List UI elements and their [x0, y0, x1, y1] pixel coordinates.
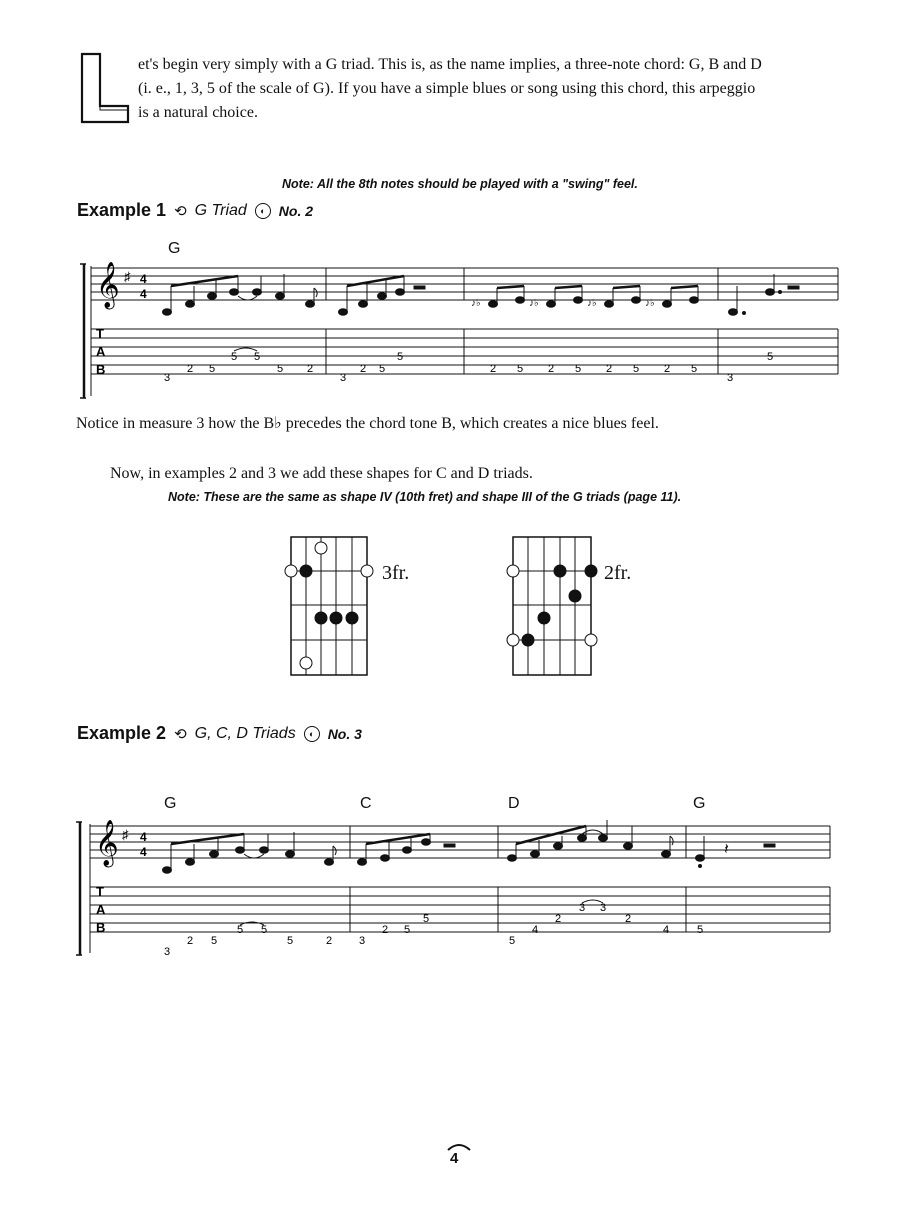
- svg-text:2: 2: [359, 363, 367, 375]
- example-2-subtitle: G, C, D Triads: [194, 724, 296, 742]
- tab-label-B: B: [96, 920, 106, 935]
- paragraph-triads: Now, in examples 2 and 3 we add these shapes for C and D triads.: [110, 465, 533, 482]
- svg-text:5: 5: [236, 924, 244, 936]
- svg-text:5: 5: [210, 935, 218, 947]
- example-1-title: Example 1: [77, 200, 167, 220]
- svg-text:5: 5: [516, 363, 524, 375]
- tab-label-T: T: [96, 326, 104, 341]
- svg-text:3: 3: [358, 935, 366, 947]
- svg-text:♪♭: ♪♭: [529, 298, 539, 309]
- swing-note: Note: All the 8th notes should be played with a "swing" feel.: [282, 177, 638, 191]
- example-2-tab-staff: [90, 887, 830, 932]
- svg-text:♪♭: ♪♭: [645, 298, 655, 309]
- svg-text:4: 4: [531, 924, 539, 936]
- svg-text:5: 5: [766, 351, 774, 363]
- example-2-chord-G-end: G: [693, 795, 706, 812]
- example-2-tab-numbers: [164, 902, 703, 958]
- example-2-staff: [90, 826, 830, 858]
- svg-text:5: 5: [422, 913, 430, 925]
- shapes-note: Note: These are the same as shape IV (10th fret) and shape III of the G triads (page 11).: [168, 490, 682, 504]
- cd-track-icon: ◐: [304, 726, 320, 742]
- example-2-notes: [163, 820, 776, 873]
- svg-text:♪♭: ♪♭: [471, 298, 481, 309]
- intro-line-3: is a natural choice.: [138, 104, 258, 121]
- sharp-icon: ♯: [124, 269, 131, 284]
- svg-text:2: 2: [547, 363, 555, 375]
- tab-label-A: A: [96, 902, 106, 917]
- svg-text:2: 2: [381, 924, 389, 936]
- svg-text:5: 5: [508, 935, 516, 947]
- intro-line-1: et's begin very simply with a G triad. This is, as the name implies, a three-note chord: G, B and D: [138, 56, 762, 73]
- example-2-track: No. 3: [327, 725, 362, 742]
- svg-text:2: 2: [624, 913, 632, 925]
- svg-text:3: 3: [726, 372, 734, 384]
- svg-text:5: 5: [696, 924, 704, 936]
- paragraph-bflat: Notice in measure 3 how the B♭ precedes the chord tone B, which creates a nice blues feel.: [76, 415, 659, 432]
- svg-text:5: 5: [632, 363, 640, 375]
- svg-text:2: 2: [186, 363, 194, 375]
- svg-text:3: 3: [163, 946, 171, 958]
- svg-text:3: 3: [163, 372, 171, 384]
- svg-text:2: 2: [489, 363, 497, 375]
- page-number: 4: [450, 1150, 459, 1167]
- system-bracket-2: [76, 822, 90, 955]
- fret-label-2: 2fr.: [604, 562, 632, 584]
- treble-clef-icon: 𝄞: [95, 821, 119, 865]
- svg-text:2: 2: [663, 363, 671, 375]
- svg-text:𝄽: 𝄽: [724, 841, 729, 858]
- repeat-icon: ⟲: [174, 202, 187, 220]
- svg-text:♪♭: ♪♭: [587, 298, 597, 309]
- svg-text:3: 3: [599, 902, 607, 914]
- svg-text:5: 5: [286, 935, 294, 947]
- example-1-subtitle: G Triad: [194, 201, 247, 219]
- sharp-icon: ♯: [122, 827, 129, 842]
- svg-text:5: 5: [396, 351, 404, 363]
- example-1-track: No. 2: [278, 202, 314, 219]
- svg-text:5: 5: [378, 363, 386, 375]
- svg-text:5: 5: [208, 363, 216, 375]
- svg-text:4: 4: [662, 924, 670, 936]
- svg-text:4: 4: [140, 287, 147, 301]
- tab-label-T: T: [96, 884, 104, 899]
- svg-text:3: 3: [339, 372, 347, 384]
- intro-line-2: (i. e., 1, 3, 5 of the scale of G). If you have a simple blues or song using this chord, this arpeggio: [138, 80, 756, 97]
- svg-text:5: 5: [690, 363, 698, 375]
- example-2-chord-G: G: [164, 795, 177, 812]
- svg-text:2: 2: [605, 363, 613, 375]
- time-signature: 4: [140, 272, 147, 286]
- example-1-chord-G: G: [168, 240, 181, 257]
- svg-text:5: 5: [230, 351, 238, 363]
- svg-text:2: 2: [554, 913, 562, 925]
- example-2-chord-D: D: [508, 795, 520, 812]
- example-2-title: Example 2: [77, 723, 167, 743]
- treble-clef-icon: 𝄞: [96, 263, 120, 307]
- repeat-icon: ⟲: [174, 725, 187, 743]
- svg-text:5: 5: [260, 924, 268, 936]
- svg-text:5: 5: [276, 363, 284, 375]
- example-2-chord-C: C: [360, 795, 372, 812]
- svg-text:5: 5: [574, 363, 582, 375]
- fret-label-3: 3fr.: [382, 562, 410, 584]
- svg-text:5: 5: [253, 351, 261, 363]
- tab-label-A: A: [96, 344, 106, 359]
- svg-text:3: 3: [578, 902, 586, 914]
- svg-text:2: 2: [306, 363, 314, 375]
- cd-track-icon: ◐: [255, 203, 271, 219]
- tab-label-B: B: [96, 362, 106, 377]
- time-signature: 4: [140, 830, 147, 844]
- svg-text:4: 4: [140, 845, 147, 859]
- svg-text:5: 5: [403, 924, 411, 936]
- svg-text:2: 2: [186, 935, 194, 947]
- svg-text:2: 2: [325, 935, 333, 947]
